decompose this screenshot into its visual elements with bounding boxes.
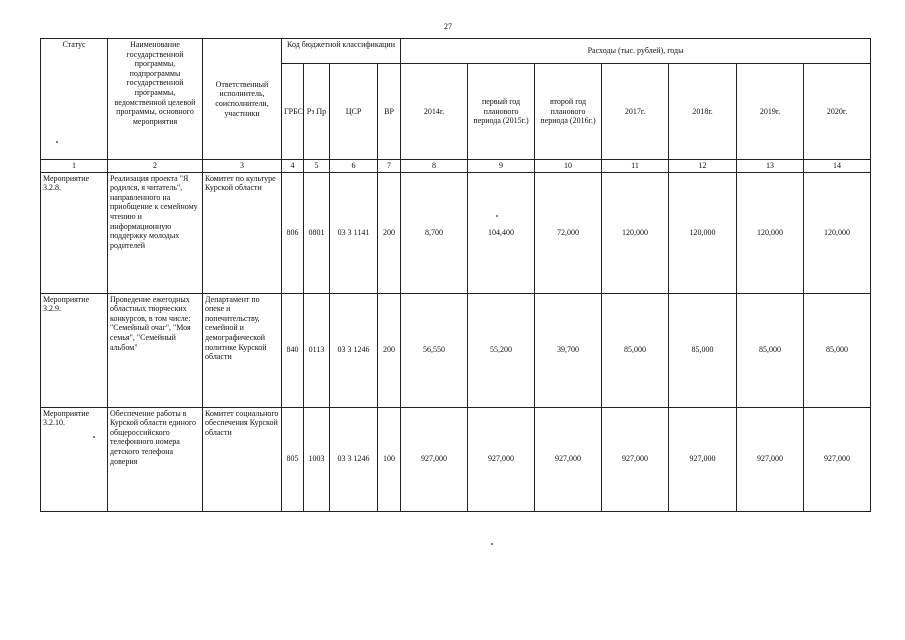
header-rzpr: Рз Пр (304, 64, 330, 160)
row-value-2018: 927,000 (669, 407, 737, 511)
column-number: 7 (378, 160, 401, 173)
header-budget-code: Код бюджетной классификации (282, 39, 401, 64)
header-year-2020: 2020г. (804, 64, 871, 160)
expenses-table (40, 38, 871, 512)
row-csr: 03 3 1141 (330, 172, 378, 293)
row-value-2017: 120,000 (602, 172, 669, 293)
row-value-2019: 85,000 (737, 293, 804, 407)
column-number: 14 (804, 160, 871, 173)
header-row-1 (41, 39, 871, 64)
scan-speck (93, 436, 95, 438)
row-value-2015: 55,200 (468, 293, 535, 407)
row-value-2016: 927,000 (535, 407, 602, 511)
row-grbs: 840 (282, 293, 304, 407)
row-value-2014: 927,000 (401, 407, 468, 511)
row-value-2020: 120,000 (804, 172, 871, 293)
row-executor: Комитет социального обеспечения Курской области (203, 407, 282, 511)
row-grbs: 805 (282, 407, 304, 511)
column-number: 13 (737, 160, 804, 173)
row-rzpr: 1003 (304, 407, 330, 511)
header-program-name: Наименование государственной программы, подпрограммы государственной программы, ведомственной целевой программы, основного мероприятия (108, 39, 203, 160)
row-value-2016: 39,700 (535, 293, 602, 407)
header-year-2018: 2018г. (669, 64, 737, 160)
column-number: 12 (669, 160, 737, 173)
row-rzpr: 0113 (304, 293, 330, 407)
row-csr: 03 3 1246 (330, 293, 378, 407)
column-number: 2 (108, 160, 203, 173)
table-row (41, 407, 871, 511)
header-year-2016: второй год планового периода (2016г.) (535, 64, 602, 160)
page-number: 27 (444, 22, 452, 31)
table-row (41, 293, 871, 407)
header-year-2017: 2017г. (602, 64, 669, 160)
column-number: 6 (330, 160, 378, 173)
row-executor: Комитет по культуре Курской области (203, 172, 282, 293)
row-executor: Департамент по опеке и попечительству, семейной и демографической политике Курской области (203, 293, 282, 407)
row-status: Мероприятие 3.2.9. (41, 293, 108, 407)
scan-speck (491, 543, 493, 545)
row-value-2014: 8,700 (401, 172, 468, 293)
scan-speck (496, 215, 498, 217)
column-number: 8 (401, 160, 468, 173)
row-value-2017: 927,000 (602, 407, 669, 511)
row-name: Реализация проекта "Я родился, я читатель", направленного на приобщение к семейному чтению и информационную поддержку молодых родителей (108, 172, 203, 293)
column-number-row (41, 160, 871, 173)
row-value-2018: 120,000 (669, 172, 737, 293)
header-year-2014: 2014г. (401, 64, 468, 160)
row-value-2019: 927,000 (737, 407, 804, 511)
column-number: 9 (468, 160, 535, 173)
row-vr: 200 (378, 293, 401, 407)
column-number: 4 (282, 160, 304, 173)
row-value-2016: 72,000 (535, 172, 602, 293)
table-row (41, 172, 871, 293)
row-status: Мероприятие 3.2.8. (41, 172, 108, 293)
row-value-2015: 104,400 (468, 172, 535, 293)
row-status: Мероприятие 3.2.10. (41, 407, 108, 511)
header-grbs: ГРБС (282, 64, 304, 160)
scan-speck (56, 141, 58, 143)
row-value-2020: 927,000 (804, 407, 871, 511)
row-name: Проведение ежегодных областных творческих конкурсов, в том числе: "Семейный очаг", "Моя семья", "Семейный альбом" (108, 293, 203, 407)
header-vr: ВР (378, 64, 401, 160)
column-number: 3 (203, 160, 282, 173)
row-value-2018: 85,000 (669, 293, 737, 407)
row-value-2015: 927,000 (468, 407, 535, 511)
row-name: Обеспечение работы в Курской области единого общероссийского телефонного номера детского телефона доверия (108, 407, 203, 511)
row-value-2019: 120,000 (737, 172, 804, 293)
row-grbs: 806 (282, 172, 304, 293)
column-number: 10 (535, 160, 602, 173)
row-value-2017: 85,000 (602, 293, 669, 407)
header-expenses: Расходы (тыс. рублей), годы (401, 39, 871, 64)
column-number: 5 (304, 160, 330, 173)
row-value-2014: 56,550 (401, 293, 468, 407)
row-value-2020: 85,000 (804, 293, 871, 407)
header-csr: ЦСР (330, 64, 378, 160)
row-rzpr: 0801 (304, 172, 330, 293)
column-number: 1 (41, 160, 108, 173)
column-number: 11 (602, 160, 669, 173)
row-csr: 03 3 1246 (330, 407, 378, 511)
header-year-2015: первый год планового периода (2015г.) (468, 64, 535, 160)
header-executor: Ответственный исполнитель, соисполнители, участники (203, 39, 282, 160)
header-year-2019: 2019г. (737, 64, 804, 160)
row-vr: 200 (378, 172, 401, 293)
header-status: Статус (41, 39, 108, 160)
row-vr: 100 (378, 407, 401, 511)
